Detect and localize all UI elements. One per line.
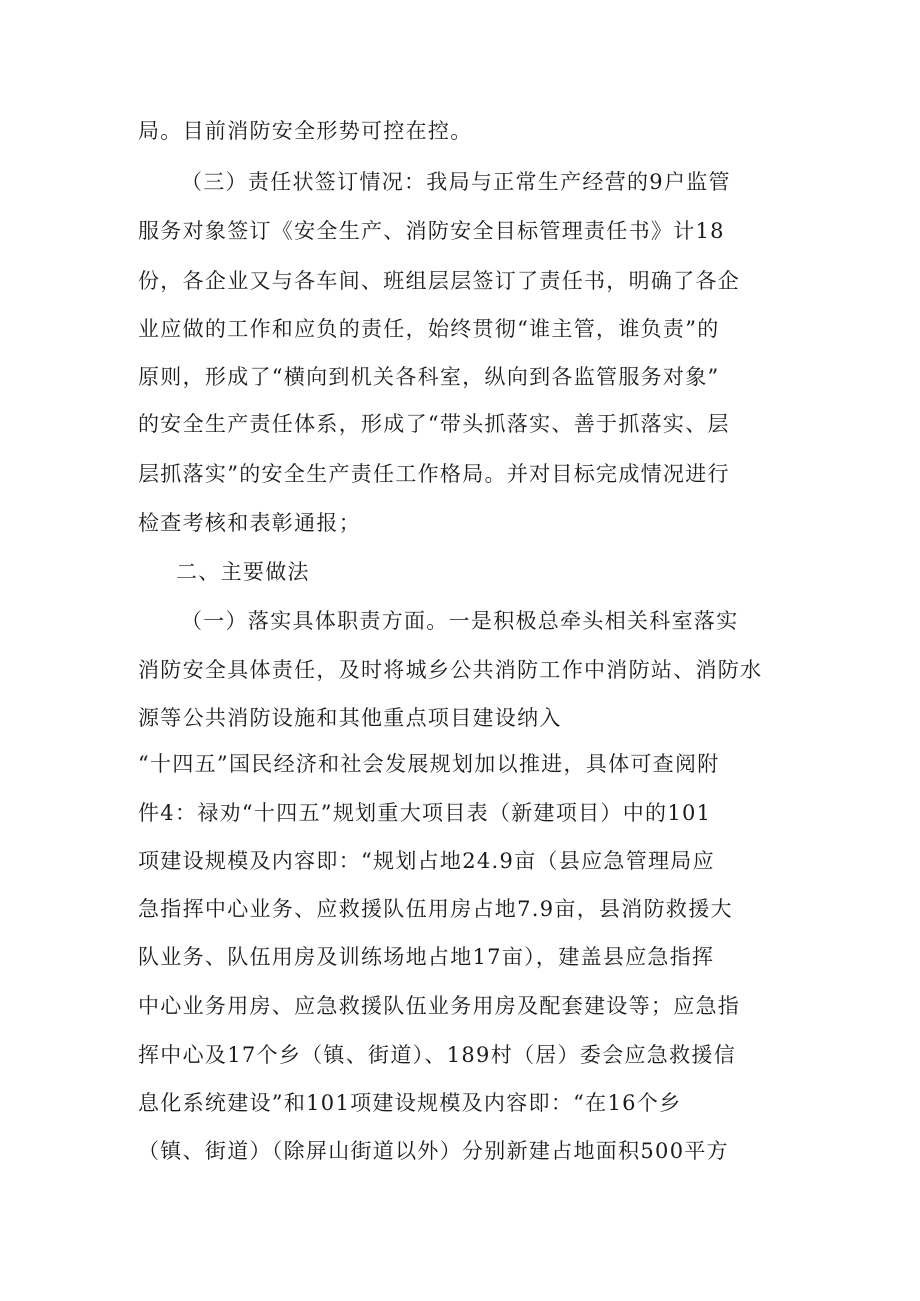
text-line-3: 服务对象签订《安全生产、消防安全目标管理责任书》计18: [138, 219, 725, 243]
text-line-16: 项建设规模及内容即：“规划占地24.9亩（县应急管理局应: [138, 849, 715, 873]
text-line-11: （一）落实具体职责方面。一是积极总牵头相关科室落实: [181, 609, 739, 633]
text-line-17: 急指挥中心业务、应救援队伍用房占地7.9亩，县消防救援大: [138, 897, 733, 921]
text-line-19: 中心业务用房、应急救援队伍业务用房及配套建设等；应急指: [138, 994, 741, 1018]
text-line-5: 业应做的工作和应负的责任，始终贯彻“谁主管，谁负责”的: [138, 317, 720, 341]
text-line-6: 原则，形成了“横向到机关各科室，纵向到各监管服务对象”: [138, 365, 720, 389]
text-line-1: 局。目前消防安全形势可控在控。: [138, 119, 473, 143]
text-line-18: 队业务、队伍用房及训练场地占地17亩），建盖县应急指挥: [138, 945, 715, 969]
text-line-20: 挥中心及17个乡（镇、街道）、189村（居）委会应急救援信: [138, 1043, 737, 1067]
text-line-2: （三）责任状签订情况：我局与正常生产经营的9户监管: [181, 170, 731, 194]
text-line-9: 检查考核和表彰通报；: [138, 511, 361, 535]
text-line-8: 层抓落实”的安全生产责任工作格局。并对目标完成情况进行: [138, 462, 730, 486]
text-line-15: 件4：禄劝“十四五”规划重大项目表（新建项目）中的101: [138, 801, 712, 825]
text-line-22: （镇、街道）（除屏山街道以外）分别新建占地面积500平方: [138, 1139, 729, 1163]
text-line-12: 消防安全具体责任，及时将城乡公共消防工作中消防站、消防水: [138, 658, 763, 682]
text-line-21: 息化系统建设”和101项建设规模及内容即：“在16个乡: [138, 1091, 682, 1115]
text-line-7: 的安全生产责任体系，形成了“带头抓落实、善于抓落实、层: [138, 412, 730, 436]
text-line-14: “十四五”国民经济和社会发展规划加以推进，具体可查阅附: [138, 752, 720, 776]
text-line-4: 份，各企业又与各车间、班组层层签订了责任书，明确了各企: [138, 269, 741, 293]
section-heading: 二、主要做法: [176, 560, 310, 584]
text-line-13: 源等公共消防设施和其他重点项目建设纳入: [138, 706, 562, 730]
